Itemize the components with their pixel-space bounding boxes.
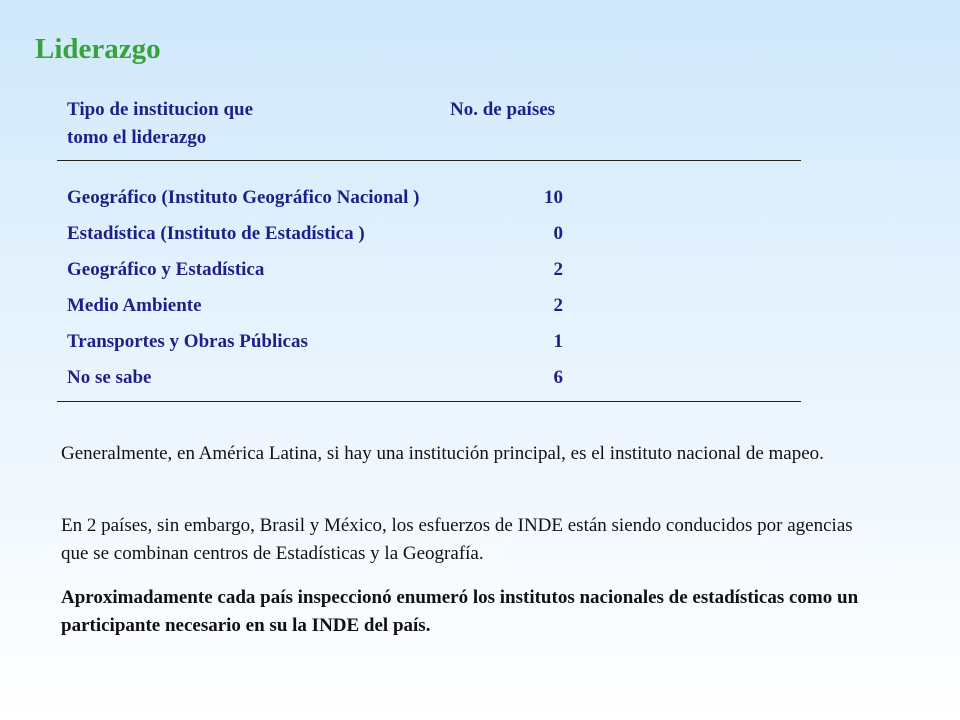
paragraph-statistics-institutes: Aproximadamente cada país inspeccionó enumeró los institutos nacionales de estadísticas como un participante necesario en su la INDE del país. <box>61 587 859 636</box>
row-institution: No se sabe <box>67 367 152 388</box>
row-count: 6 <box>553 367 563 388</box>
row-count: 10 <box>544 187 563 208</box>
table-row <box>57 221 801 257</box>
header-institution-type-line2: tomo el liderazgo <box>67 127 207 148</box>
table-row <box>57 365 801 401</box>
table-body <box>57 161 801 401</box>
table-row <box>57 329 801 365</box>
row-count: 2 <box>553 259 563 280</box>
paragraph-brazil-mexico: En 2 países, sin embargo, Brasil y México, los esfuerzos de INDE están siendo conducidos por agencias que se combinan centros de Estadísticas y la Geografía. <box>61 515 853 564</box>
row-institution: Geográfico y Estadística <box>67 259 265 280</box>
header-country-count: No. de países <box>450 99 556 120</box>
header-institution-type-line1: Tipo de institucion que <box>67 99 254 120</box>
leadership-table <box>57 94 801 402</box>
table-row <box>57 185 801 221</box>
table-header <box>57 94 801 161</box>
row-institution: Transportes y Obras Públicas <box>67 331 308 352</box>
row-institution: Geográfico (Instituto Geográfico Nacional ) <box>67 187 420 208</box>
page-title: Liderazgo <box>35 33 161 65</box>
header-institution-type <box>67 96 327 152</box>
row-count: 0 <box>553 223 563 244</box>
row-count: 2 <box>553 295 563 316</box>
table-row <box>57 293 801 329</box>
row-count: 1 <box>553 331 563 352</box>
table-bottom-rule <box>57 401 801 402</box>
row-institution: Medio Ambiente <box>67 295 202 316</box>
table-row <box>57 257 801 293</box>
row-institution: Estadística (Instituto de Estadística ) <box>67 223 365 244</box>
paragraph-latin-america: Generalmente, en América Latina, si hay una institución principal, es el instituto nacional de mapeo. <box>61 443 824 464</box>
